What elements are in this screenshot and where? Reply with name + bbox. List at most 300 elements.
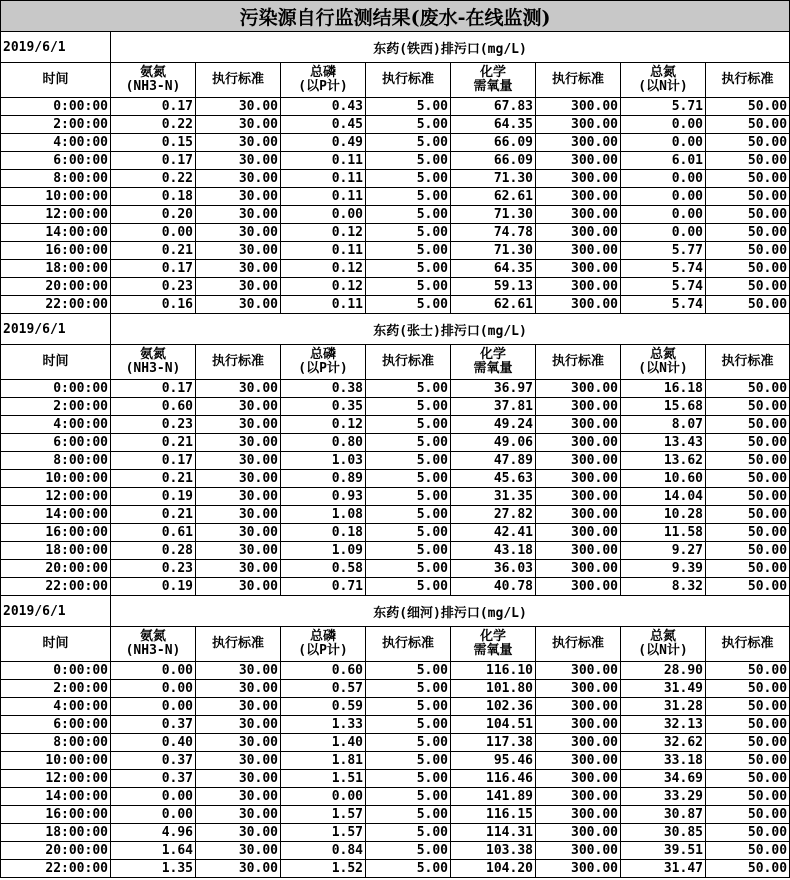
cell-total-nitrogen: 5.77 (621, 242, 706, 260)
table-row (1, 662, 790, 680)
cell-cod: 116.15 (451, 806, 536, 824)
cell-total-nitrogen: 0.00 (621, 116, 706, 134)
cell-cod: 37.81 (451, 398, 536, 416)
cell-cod: 45.63 (451, 470, 536, 488)
cell-cod: 74.78 (451, 224, 536, 242)
sheet-title: 污染源自行监测结果(废水-在线监测) (1, 1, 790, 32)
cell-total-nitrogen: 13.43 (621, 434, 706, 452)
cell-ammonia-standard: 30.00 (196, 242, 281, 260)
cell-total-nitrogen: 32.62 (621, 734, 706, 752)
cell-total-nitrogen: 14.04 (621, 488, 706, 506)
cell-ammonia-standard: 30.00 (196, 434, 281, 452)
cell-time: 14:00:00 (1, 224, 111, 242)
cell-cod-standard: 300.00 (536, 470, 621, 488)
cell-ammonia-standard: 30.00 (196, 134, 281, 152)
cell-phosphorus-standard: 5.00 (366, 680, 451, 698)
cell-phosphorus-standard: 5.00 (366, 560, 451, 578)
cell-nitrogen-standard: 50.00 (706, 860, 790, 878)
cell-time: 20:00:00 (1, 842, 111, 860)
cell-cod-standard: 300.00 (536, 680, 621, 698)
cell-total-phosphorus: 1.52 (281, 860, 366, 878)
cell-total-nitrogen: 0.00 (621, 134, 706, 152)
cell-total-phosphorus: 0.59 (281, 698, 366, 716)
cell-nitrogen-standard: 50.00 (706, 434, 790, 452)
cell-total-nitrogen: 11.58 (621, 524, 706, 542)
cell-cod: 116.46 (451, 770, 536, 788)
column-header-line: 执行标准 (211, 72, 264, 87)
section-date: 2019/6/1 (1, 314, 111, 345)
cell-cod: 42.41 (451, 524, 536, 542)
cell-total-nitrogen: 31.49 (621, 680, 706, 698)
cell-ammonia-standard: 30.00 (196, 260, 281, 278)
cell-total-phosphorus: 0.93 (281, 488, 366, 506)
cell-ammonia-nitrogen: 0.00 (111, 806, 196, 824)
column-header-cod (451, 345, 536, 380)
cell-nitrogen-standard: 50.00 (706, 188, 790, 206)
table-row (1, 680, 790, 698)
column-header-line: (NH3-N) (125, 643, 181, 658)
cell-total-phosphorus: 1.51 (281, 770, 366, 788)
outlet-name: 东药(铁西)排污口(mg/L) (111, 32, 790, 63)
column-header-line: 总氮 (649, 65, 676, 80)
table-row (1, 824, 790, 842)
cell-cod-standard: 300.00 (536, 524, 621, 542)
cell-time: 0:00:00 (1, 662, 111, 680)
cell-phosphorus-standard: 5.00 (366, 734, 451, 752)
cell-ammonia-standard: 30.00 (196, 470, 281, 488)
cell-phosphorus-standard: 5.00 (366, 98, 451, 116)
column-header-line: 时间 (42, 72, 69, 87)
cell-phosphorus-standard: 5.00 (366, 542, 451, 560)
cell-cod: 31.35 (451, 488, 536, 506)
cell-cod-standard: 300.00 (536, 698, 621, 716)
cell-ammonia-standard: 30.00 (196, 752, 281, 770)
cell-ammonia-standard: 30.00 (196, 152, 281, 170)
cell-nitrogen-standard: 50.00 (706, 824, 790, 842)
cell-total-nitrogen: 5.71 (621, 98, 706, 116)
cell-nitrogen-standard: 50.00 (706, 116, 790, 134)
cell-cod-standard: 300.00 (536, 770, 621, 788)
cell-nitrogen-standard: 50.00 (706, 770, 790, 788)
cell-ammonia-standard: 30.00 (196, 452, 281, 470)
cell-cod-standard: 300.00 (536, 398, 621, 416)
table-row (1, 206, 790, 224)
cell-ammonia-nitrogen: 0.00 (111, 698, 196, 716)
cell-cod-standard: 300.00 (536, 260, 621, 278)
table-row (1, 278, 790, 296)
cell-ammonia-nitrogen: 0.17 (111, 260, 196, 278)
cell-total-phosphorus: 0.12 (281, 224, 366, 242)
cell-cod-standard: 300.00 (536, 662, 621, 680)
cell-total-phosphorus: 0.43 (281, 98, 366, 116)
cell-phosphorus-standard: 5.00 (366, 116, 451, 134)
cell-cod: 40.78 (451, 578, 536, 596)
column-header-nitrogen-standard (706, 63, 790, 98)
table-row (1, 752, 790, 770)
cell-total-nitrogen: 32.13 (621, 716, 706, 734)
cell-phosphorus-standard: 5.00 (366, 716, 451, 734)
table-row (1, 152, 790, 170)
table-row (1, 188, 790, 206)
column-header-row (1, 63, 790, 98)
cell-nitrogen-standard: 50.00 (706, 398, 790, 416)
cell-ammonia-nitrogen: 1.64 (111, 842, 196, 860)
cell-phosphorus-standard: 5.00 (366, 788, 451, 806)
table-row (1, 560, 790, 578)
cell-total-nitrogen: 8.07 (621, 416, 706, 434)
cell-cod-standard: 300.00 (536, 488, 621, 506)
cell-nitrogen-standard: 50.00 (706, 680, 790, 698)
cell-total-nitrogen: 9.27 (621, 542, 706, 560)
cell-time: 0:00:00 (1, 380, 111, 398)
cell-phosphorus-standard: 5.00 (366, 224, 451, 242)
column-header-cod (451, 627, 536, 662)
cell-total-nitrogen: 5.74 (621, 296, 706, 314)
cell-cod-standard: 300.00 (536, 296, 621, 314)
cell-nitrogen-standard: 50.00 (706, 260, 790, 278)
cell-time: 22:00:00 (1, 860, 111, 878)
cell-nitrogen-standard: 50.00 (706, 788, 790, 806)
cell-ammonia-standard: 30.00 (196, 506, 281, 524)
cell-ammonia-standard: 30.00 (196, 842, 281, 860)
cell-phosphorus-standard: 5.00 (366, 488, 451, 506)
cell-total-nitrogen: 0.00 (621, 170, 706, 188)
cell-nitrogen-standard: 50.00 (706, 206, 790, 224)
cell-nitrogen-standard: 50.00 (706, 380, 790, 398)
table-row (1, 470, 790, 488)
cell-time: 4:00:00 (1, 698, 111, 716)
column-header-line: 时间 (42, 354, 69, 369)
cell-cod-standard: 300.00 (536, 752, 621, 770)
cell-cod: 64.35 (451, 260, 536, 278)
cell-phosphorus-standard: 5.00 (366, 278, 451, 296)
cell-ammonia-standard: 30.00 (196, 788, 281, 806)
cell-total-phosphorus: 0.84 (281, 842, 366, 860)
cell-ammonia-standard: 30.00 (196, 224, 281, 242)
column-header-total-phosphorus (281, 627, 366, 662)
cell-total-phosphorus: 0.89 (281, 470, 366, 488)
cell-ammonia-nitrogen: 0.21 (111, 506, 196, 524)
cell-time: 20:00:00 (1, 560, 111, 578)
cell-nitrogen-standard: 50.00 (706, 488, 790, 506)
column-header-line: 执行标准 (721, 354, 774, 369)
cell-nitrogen-standard: 50.00 (706, 506, 790, 524)
column-header-line: 化学 (479, 65, 506, 80)
cell-total-nitrogen: 33.29 (621, 788, 706, 806)
table-row (1, 542, 790, 560)
column-header-ammonia-nitrogen (111, 627, 196, 662)
table-row (1, 578, 790, 596)
cell-total-nitrogen: 31.47 (621, 860, 706, 878)
table-row (1, 698, 790, 716)
cell-total-nitrogen: 10.60 (621, 470, 706, 488)
cell-nitrogen-standard: 50.00 (706, 296, 790, 314)
table-row (1, 380, 790, 398)
cell-nitrogen-standard: 50.00 (706, 842, 790, 860)
column-header-line: 总磷 (309, 65, 336, 80)
cell-time: 22:00:00 (1, 296, 111, 314)
cell-time: 2:00:00 (1, 398, 111, 416)
cell-cod-standard: 300.00 (536, 134, 621, 152)
cell-cod-standard: 300.00 (536, 578, 621, 596)
column-header-cod-standard (536, 63, 621, 98)
table-row (1, 242, 790, 260)
cell-cod: 64.35 (451, 116, 536, 134)
column-header-line: 化学 (479, 629, 506, 644)
cell-ammonia-standard: 30.00 (196, 542, 281, 560)
column-header-line: 氨氮 (139, 65, 166, 80)
cell-phosphorus-standard: 5.00 (366, 452, 451, 470)
cell-cod-standard: 300.00 (536, 188, 621, 206)
cell-total-nitrogen: 30.87 (621, 806, 706, 824)
cell-cod-standard: 300.00 (536, 452, 621, 470)
cell-total-phosphorus: 1.40 (281, 734, 366, 752)
cell-cod: 117.38 (451, 734, 536, 752)
cell-total-phosphorus: 1.03 (281, 452, 366, 470)
column-header-ammonia-standard (196, 627, 281, 662)
table-row (1, 488, 790, 506)
cell-cod-standard: 300.00 (536, 242, 621, 260)
cell-ammonia-nitrogen: 0.00 (111, 662, 196, 680)
cell-total-nitrogen: 0.00 (621, 206, 706, 224)
column-header-phosphorus-standard (366, 63, 451, 98)
column-header-cod-standard (536, 345, 621, 380)
cell-phosphorus-standard: 5.00 (366, 806, 451, 824)
cell-total-phosphorus: 1.09 (281, 542, 366, 560)
cell-ammonia-standard: 30.00 (196, 416, 281, 434)
cell-nitrogen-standard: 50.00 (706, 98, 790, 116)
cell-cod-standard: 300.00 (536, 152, 621, 170)
column-header-time (1, 345, 111, 380)
cell-nitrogen-standard: 50.00 (706, 152, 790, 170)
cell-cod: 71.30 (451, 206, 536, 224)
cell-phosphorus-standard: 5.00 (366, 170, 451, 188)
column-header-total-phosphorus (281, 345, 366, 380)
column-header-line: 需氧量 (473, 79, 513, 94)
cell-time: 10:00:00 (1, 188, 111, 206)
cell-cod: 66.09 (451, 134, 536, 152)
column-header-line: 时间 (42, 636, 69, 651)
cell-ammonia-nitrogen: 0.28 (111, 542, 196, 560)
cell-nitrogen-standard: 50.00 (706, 134, 790, 152)
cell-total-phosphorus: 0.38 (281, 380, 366, 398)
cell-nitrogen-standard: 50.00 (706, 542, 790, 560)
cell-nitrogen-standard: 50.00 (706, 560, 790, 578)
cell-nitrogen-standard: 50.00 (706, 224, 790, 242)
column-header-line: (以P计) (298, 79, 348, 94)
cell-phosphorus-standard: 5.00 (366, 134, 451, 152)
column-header-line: 总氮 (649, 629, 676, 644)
table-row (1, 116, 790, 134)
cell-cod-standard: 300.00 (536, 98, 621, 116)
outlet-name: 东药(张士)排污口(mg/L) (111, 314, 790, 345)
cell-total-nitrogen: 30.85 (621, 824, 706, 842)
cell-time: 4:00:00 (1, 416, 111, 434)
cell-ammonia-nitrogen: 0.21 (111, 242, 196, 260)
column-header-row (1, 345, 790, 380)
cell-nitrogen-standard: 50.00 (706, 698, 790, 716)
cell-total-nitrogen: 28.90 (621, 662, 706, 680)
column-header-line: 执行标准 (721, 72, 774, 87)
cell-phosphorus-standard: 5.00 (366, 296, 451, 314)
cell-nitrogen-standard: 50.00 (706, 716, 790, 734)
cell-ammonia-nitrogen: 0.61 (111, 524, 196, 542)
cell-total-phosphorus: 0.35 (281, 398, 366, 416)
cell-phosphorus-standard: 5.00 (366, 824, 451, 842)
column-header-line: (以P计) (298, 643, 348, 658)
outlet-name: 东药(细河)排污口(mg/L) (111, 596, 790, 627)
cell-ammonia-standard: 30.00 (196, 524, 281, 542)
cell-cod: 103.38 (451, 842, 536, 860)
table-row (1, 434, 790, 452)
cell-ammonia-nitrogen: 0.37 (111, 770, 196, 788)
cell-ammonia-standard: 30.00 (196, 806, 281, 824)
cell-time: 0:00:00 (1, 98, 111, 116)
cell-ammonia-standard: 30.00 (196, 296, 281, 314)
column-header-line: 执行标准 (211, 354, 264, 369)
cell-cod: 59.13 (451, 278, 536, 296)
cell-cod-standard: 300.00 (536, 806, 621, 824)
cell-ammonia-nitrogen: 0.18 (111, 188, 196, 206)
cell-ammonia-nitrogen: 1.35 (111, 860, 196, 878)
cell-phosphorus-standard: 5.00 (366, 842, 451, 860)
cell-cod-standard: 300.00 (536, 170, 621, 188)
cell-total-phosphorus: 0.57 (281, 680, 366, 698)
cell-ammonia-nitrogen: 0.00 (111, 680, 196, 698)
cell-nitrogen-standard: 50.00 (706, 734, 790, 752)
column-header-line: (以N计) (638, 79, 688, 94)
title-row (1, 1, 790, 32)
cell-ammonia-standard: 30.00 (196, 98, 281, 116)
column-header-phosphorus-standard (366, 345, 451, 380)
column-header-line: 化学 (479, 347, 506, 362)
cell-cod-standard: 300.00 (536, 734, 621, 752)
table-row (1, 860, 790, 878)
cell-cod: 27.82 (451, 506, 536, 524)
cell-cod-standard: 300.00 (536, 278, 621, 296)
cell-cod-standard: 300.00 (536, 116, 621, 134)
section-date: 2019/6/1 (1, 596, 111, 627)
cell-cod-standard: 300.00 (536, 842, 621, 860)
cell-ammonia-nitrogen: 0.21 (111, 470, 196, 488)
column-header-cod-standard (536, 627, 621, 662)
cell-phosphorus-standard: 5.00 (366, 698, 451, 716)
cell-ammonia-standard: 30.00 (196, 770, 281, 788)
cell-time: 6:00:00 (1, 434, 111, 452)
column-header-line: 执行标准 (551, 354, 604, 369)
cell-nitrogen-standard: 50.00 (706, 470, 790, 488)
cell-phosphorus-standard: 5.00 (366, 242, 451, 260)
cell-ammonia-standard: 30.00 (196, 188, 281, 206)
cell-nitrogen-standard: 50.00 (706, 806, 790, 824)
cell-cod: 66.09 (451, 152, 536, 170)
cell-ammonia-nitrogen: 0.22 (111, 116, 196, 134)
column-header-line: 总磷 (309, 347, 336, 362)
cell-cod: 71.30 (451, 170, 536, 188)
column-header-line: 执行标准 (211, 636, 264, 651)
cell-ammonia-standard: 30.00 (196, 116, 281, 134)
cell-ammonia-nitrogen: 0.15 (111, 134, 196, 152)
cell-cod-standard: 300.00 (536, 788, 621, 806)
cell-phosphorus-standard: 5.00 (366, 188, 451, 206)
column-header-line: 总磷 (309, 629, 336, 644)
cell-phosphorus-standard: 5.00 (366, 206, 451, 224)
cell-total-phosphorus: 0.11 (281, 152, 366, 170)
cell-cod: 49.06 (451, 434, 536, 452)
cell-cod-standard: 300.00 (536, 206, 621, 224)
table-row (1, 524, 790, 542)
cell-ammonia-nitrogen: 0.19 (111, 578, 196, 596)
cell-time: 18:00:00 (1, 542, 111, 560)
cell-ammonia-standard: 30.00 (196, 560, 281, 578)
cell-phosphorus-standard: 5.00 (366, 524, 451, 542)
cell-cod: 36.03 (451, 560, 536, 578)
cell-nitrogen-standard: 50.00 (706, 752, 790, 770)
cell-total-nitrogen: 13.62 (621, 452, 706, 470)
cell-phosphorus-standard: 5.00 (366, 152, 451, 170)
column-header-line: (NH3-N) (125, 361, 181, 376)
cell-total-phosphorus: 1.08 (281, 506, 366, 524)
cell-ammonia-standard: 30.00 (196, 380, 281, 398)
cell-cod-standard: 300.00 (536, 716, 621, 734)
cell-ammonia-standard: 30.00 (196, 716, 281, 734)
cell-phosphorus-standard: 5.00 (366, 470, 451, 488)
table-row (1, 770, 790, 788)
cell-ammonia-standard: 30.00 (196, 824, 281, 842)
cell-cod-standard: 300.00 (536, 380, 621, 398)
cell-phosphorus-standard: 5.00 (366, 662, 451, 680)
column-header-nitrogen-standard (706, 345, 790, 380)
column-header-time (1, 627, 111, 662)
cell-time: 6:00:00 (1, 716, 111, 734)
cell-total-nitrogen: 8.32 (621, 578, 706, 596)
cell-total-phosphorus: 0.58 (281, 560, 366, 578)
cell-time: 2:00:00 (1, 116, 111, 134)
cell-time: 12:00:00 (1, 488, 111, 506)
column-header-time (1, 63, 111, 98)
table-row (1, 416, 790, 434)
cell-total-nitrogen: 15.68 (621, 398, 706, 416)
cell-ammonia-nitrogen: 0.20 (111, 206, 196, 224)
cell-cod: 114.31 (451, 824, 536, 842)
cell-total-nitrogen: 0.00 (621, 188, 706, 206)
cell-total-phosphorus: 0.71 (281, 578, 366, 596)
cell-time: 16:00:00 (1, 242, 111, 260)
cell-total-phosphorus: 0.11 (281, 170, 366, 188)
table-row (1, 506, 790, 524)
cell-time: 2:00:00 (1, 680, 111, 698)
cell-nitrogen-standard: 50.00 (706, 578, 790, 596)
cell-time: 8:00:00 (1, 452, 111, 470)
cell-total-phosphorus: 1.57 (281, 806, 366, 824)
column-header-line: 氨氮 (139, 347, 166, 362)
table-row (1, 260, 790, 278)
cell-phosphorus-standard: 5.00 (366, 770, 451, 788)
section-header-row (1, 314, 790, 345)
table-row (1, 98, 790, 116)
cell-ammonia-nitrogen: 0.22 (111, 170, 196, 188)
cell-ammonia-nitrogen: 0.19 (111, 488, 196, 506)
table-row (1, 398, 790, 416)
cell-total-phosphorus: 0.11 (281, 242, 366, 260)
cell-cod: 102.36 (451, 698, 536, 716)
column-header-total-nitrogen (621, 345, 706, 380)
cell-ammonia-nitrogen: 0.23 (111, 278, 196, 296)
column-header-line: 执行标准 (381, 354, 434, 369)
column-header-line: 执行标准 (551, 636, 604, 651)
cell-ammonia-standard: 30.00 (196, 170, 281, 188)
cell-total-phosphorus: 1.57 (281, 824, 366, 842)
